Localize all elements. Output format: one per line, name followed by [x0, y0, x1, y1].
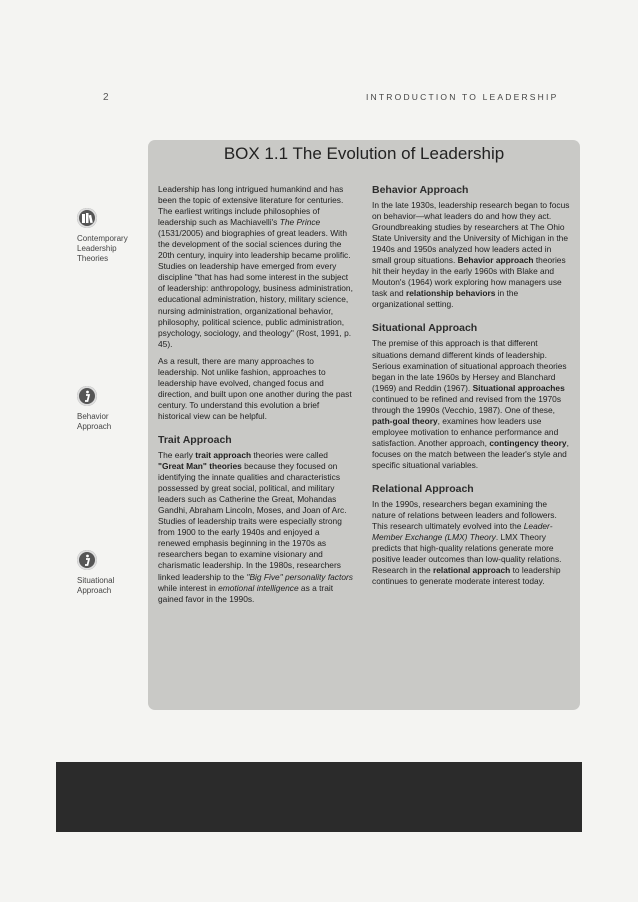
running-head: INTRODUCTION TO LEADERSHIP: [366, 92, 559, 102]
info-icon: [77, 386, 97, 406]
box-title: BOX 1.1 The Evolution of Leadership: [223, 144, 505, 163]
info-icon: [77, 550, 97, 570]
margin-note-label: Behavior Approach: [77, 412, 112, 431]
margin-note-behavior: [77, 386, 143, 432]
behavior-paragraph: In the late 1930s, leadership research began to focus on behavior—what leaders do and how they act. Groundbreaking studies by researchers at The Ohio State University and the University of Michigan in the 1940s and 1950s analyzed how leaders acted in small group situations. Behavior approach theories hit their heyday in the early 1960s with Blake and Mouton's (1964) work exploring how managers use task and relationship behaviors in the organizational setting.: [372, 200, 570, 310]
right-column: [372, 184, 572, 593]
trait-paragraph: The early trait approach theories were called "Great Man" theories because they focused on identifying the innate qualities and characteristics possessed by great social, political, and military leaders such as Catherine the Great, Mohandas Gandhi, Abraham Lincoln, Moses, and Joan of Arc. Studies of leadership traits were especially strong from 1900 to the early 1940s and enjoyed a renewed emphasis beginning in the 1970s as researchers began to examine visionary and charismatic leadership. In the 1980s, researchers linked leadership to the "Big Five" personality factors while interest in emotional intelligence as a trait gained favor in the 1990s.: [158, 449, 353, 604]
footer-bar: [56, 762, 582, 832]
behavior-approach-heading: Behavior Approach: [372, 184, 469, 196]
situational-approach-heading: Situational Approach: [372, 322, 478, 335]
intro-paragraph-2: As a result, there are many approaches to leadership. Not unlike fashion, approaches to leadership have evolved, changed focus and direction, and built upon one another during the past century. To understand this evolution a brief historical view can be helpful.: [158, 355, 352, 421]
relational-approach-heading: Relational Approach: [372, 483, 474, 496]
relational-paragraph: In the 1990s, researchers began examining the nature of relations between leaders and followers. This research ultimately evolved into the Leader-Member Exchange (LMX) Theory. LMX Theory predicts that high-quality relations generate more positive leader outcomes than low-quality relations. Research in the relational approach to leadership continues to generate moderate interest today.: [372, 499, 562, 587]
books-icon: [77, 208, 97, 228]
intro-paragraph-1: Leadership has long intrigued humankind and has been the topic of extensive literature for centuries. The earliest writings include philosophies of leadership such as Machiavelli's The Prince (1531/2005) and biographies of great leaders. With the development of the social sciences during the 20th century, inquiry into leadership became prolific. Studies on leadership have emerged from every discipline "that has had some interest in the subject of leadership: anthropology, business administration, educational administration, history, military science, nursing administration, organizational behavior, philosophy, political science, public administration, psychology, sociology, and theology" (Rost, 1991, p. 45).: [158, 184, 353, 349]
margin-note-label: Contemporary Leadership Theories: [77, 234, 128, 263]
page-number: 2: [103, 92, 109, 103]
left-column: [158, 184, 353, 611]
situational-paragraph: The premise of this approach is that different situations demand different kinds of leadership. Serious examination of situational approach theories began in the late 1960s by Hersey and Blanchard (1969) and Reddin (1967). Situational approaches continued to be refined and revised from the 1970s through the 1990s (Vecchio, 1987). One of these, path-goal theory, examines how leaders use employee motivation to enhance performance and satisfaction. Another approach, contingency theory, focuses on the match between the leader's style and specific situational variables.: [372, 338, 569, 470]
trait-approach-heading: Trait Approach: [158, 433, 232, 446]
margin-note-label: Situational Approach: [77, 576, 115, 595]
margin-note-situational: [77, 550, 143, 596]
margin-note-contemporary: [77, 208, 143, 264]
